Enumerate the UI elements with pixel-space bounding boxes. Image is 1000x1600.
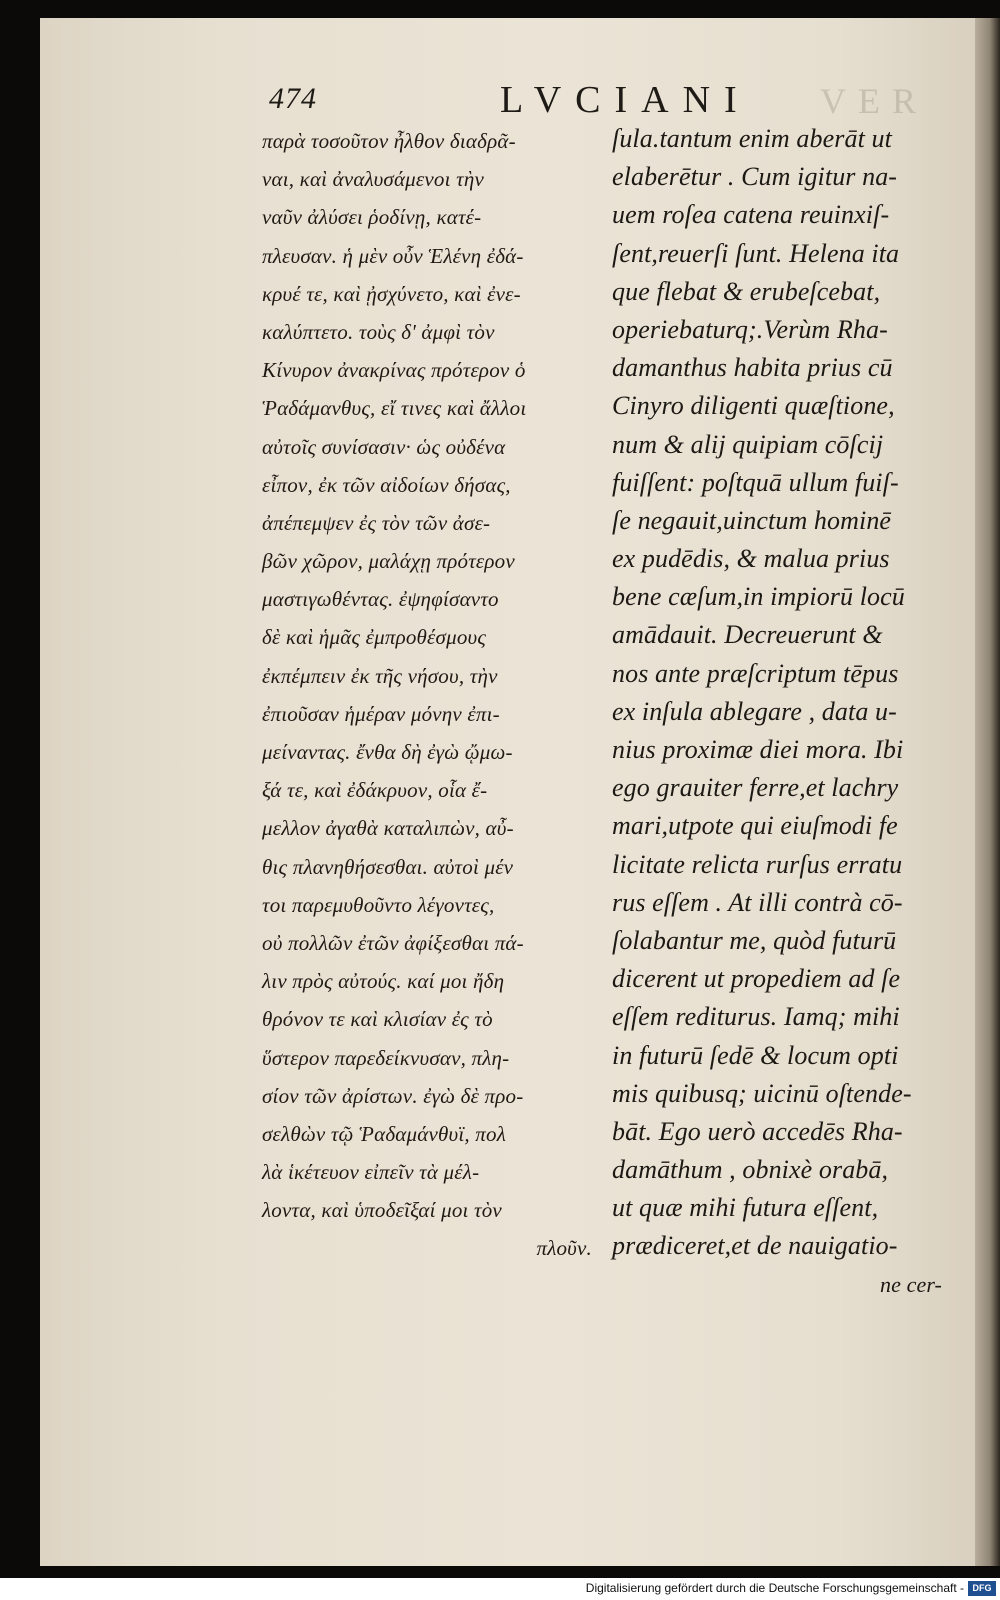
dfg-logo: DFG [968, 1581, 996, 1596]
greek-text-line: ἀπέπεμψεν ἐς τὸν τῶν ἀσε- [262, 510, 491, 535]
greek-text-line: λιν πρὸς αὐτούς. καί μοι ἤδη [262, 969, 505, 994]
greek-text-line: καλύπτετο. τοὺς δ' ἀμφὶ τὸν [262, 319, 495, 344]
latin-text-line: num & alij quipiam cōſcij [612, 429, 884, 459]
page-number: 474 [269, 82, 317, 115]
greek-text-line: ἐπιοῦσαν ἡμέραν μόνην ἐπι- [262, 701, 500, 726]
greek-text-line: μείναντας. ἔνθα δὴ ἐγὼ ᾤμω- [262, 740, 513, 764]
greek-text-line: Ῥαδάμανθυς, εἴ τινες καὶ ἄλλοι [262, 396, 527, 421]
greek-text-line: αὐτοῖς συνίσασιν· ὡς οὐδένα [262, 434, 506, 459]
latin-text-line: damāthum , obnixè orabā, [612, 1155, 889, 1185]
latin-text-line: nos ante præſcriptum tēpus [612, 658, 899, 688]
latin-text-line: fuiſſent: poſtquā ullum fuiſ- [612, 467, 899, 497]
greek-text-line: θρόνον τε καὶ κλισίαν ἐς τὸ [262, 1007, 493, 1032]
running-head: LVCIANI [500, 79, 751, 121]
greek-text-line: μελλον ἀγαθὰ καταλιπὼν, αὖ- [262, 816, 514, 841]
latin-text-line: bene cæſum,in impiorū locū [612, 582, 905, 612]
greek-text-line: βῶν χῶρον, μαλάχῃ πρότερον [262, 549, 515, 574]
latin-text-line: operiebaturq;.Verùm Rha- [612, 314, 888, 344]
greek-text-line: μαστιγωθέντας. ἐψηφίσαντο [262, 587, 499, 612]
latin-text-line: ſula.tantum enim aberāt ut [612, 124, 892, 153]
greek-text-line: Κίνυρον ἀνακρίνας πρότερον ὁ [262, 358, 526, 383]
greek-text-line: θις πλανηθήσεσθαι. αὐτοὶ μέν [262, 854, 514, 879]
latin-text-line: eſſem rediturus. Iamq; mihi [612, 1002, 900, 1032]
latin-text-line: ſe negauit,uinctum hominē [612, 505, 892, 535]
latin-text-line: uem roſea catena reuinxiſ- [612, 200, 890, 230]
latin-text-line: damanthus habita prius cū [612, 353, 893, 383]
latin-text-line: bāt. Ego uerò accedēs Rha- [612, 1116, 903, 1146]
latin-text-line: ſolabantur me, quòd futurū [612, 925, 897, 955]
digitization-footer [0, 1578, 1000, 1600]
latin-text-line: ex pudēdis, & malua prius [612, 544, 890, 574]
greek-text-line: ἐκπέμπειν ἐκ τῆς νήσου, τὴν [262, 663, 498, 688]
greek-text-line: κρυέ τε, καὶ ᾐσχύνετο, καὶ ἐνε- [262, 281, 521, 306]
latin-text-line: prædiceret,et de nauigatio- [612, 1231, 898, 1261]
greek-text-line: οὐ πολλῶν ἐτῶν ἀφίξεσθαι πά- [262, 930, 524, 955]
funding-credit: Digitalisierung gefördert durch die Deutsche Forschungsgemeinschaft - [585, 1581, 964, 1595]
latin-text-line: elaberētur . Cum igitur na- [612, 162, 898, 192]
greek-text-line: σελθὼν τῷ Ῥαδαμάνθυϊ, πολ [262, 1121, 507, 1146]
latin-text-line: ex inſula ablegare , data u- [612, 696, 897, 726]
greek-text-line: ναι, καὶ ἀναλυσάμενοι τὴν [262, 167, 484, 192]
latin-text-column [612, 120, 942, 1304]
latin-text-line: ego grauiter ferre,et lachry [612, 773, 899, 803]
greek-text-line: λοντα, καὶ ὑποδεῖξαί μοι τὸν [262, 1198, 502, 1223]
latin-text-line: mari,utpote qui eiuſmodi fe [612, 811, 898, 841]
latin-text-line: ſent,reuerſi ſunt. Helena ita [612, 238, 900, 268]
bleed-through-text: VER [820, 81, 928, 121]
greek-text-line: πλοῦν. [536, 1236, 592, 1261]
latin-text-line: licitate relicta rurſus erratu [612, 849, 903, 879]
greek-text-line: δὲ καὶ ἡμᾶς ἐμπροθέσμους [262, 625, 487, 650]
page-edge-shadow [975, 18, 1000, 1566]
latin-text-line: mis quibusq; uicinū oſtende- [612, 1078, 912, 1108]
greek-text-line: παρὰ τοσοῦτον ἦλθον διαδρᾶ- [262, 129, 516, 153]
latin-text-line: amādauit. Decreuerunt & [612, 620, 883, 650]
greek-text-line: ὕστερον παρεδείκνυσαν, πλη- [262, 1045, 510, 1070]
greek-text-line: σίον τῶν ἀρίστων. ἐγὼ δὲ προ- [262, 1083, 524, 1108]
latin-text-line: dicerent ut propediem ad ſe [612, 964, 901, 994]
greek-text-line: λὰ ἱκέτευον εἰπεῖν τὰ μέλ- [262, 1160, 480, 1185]
latin-text-line: in futurū ſedē & locum opti [612, 1040, 899, 1070]
greek-text-line: ναῦν ἀλύσει ῥοδίνῃ, κατέ- [262, 205, 482, 230]
greek-text-line: πλευσαν. ἡ μὲν οὖν Ἑλένη ἐδά- [262, 243, 524, 268]
greek-text-line: εἶπον, ἐκ τῶν αἰδοίων δήσας, [262, 472, 511, 497]
latin-text-line: nius proximæ diei mora. Ibi [612, 735, 904, 764]
latin-text-line: ut quæ mihi futura eſſent, [612, 1193, 879, 1223]
greek-text-line: ξά τε, καὶ ἐδάκρυον, οἷα ἔ- [262, 778, 488, 803]
greek-text-line: τοι παρεμυθοῦντο λέγοντες, [262, 892, 495, 917]
latin-text-line: Cinyro diligenti quæſtione, [612, 391, 895, 421]
latin-text-line: que flebat & erubeſcebat, [612, 276, 881, 306]
greek-text-column [262, 122, 592, 1268]
latin-text-line: ne cer- [880, 1271, 942, 1297]
latin-text-line: rus eſſem . At illi contrà cō- [612, 887, 903, 917]
